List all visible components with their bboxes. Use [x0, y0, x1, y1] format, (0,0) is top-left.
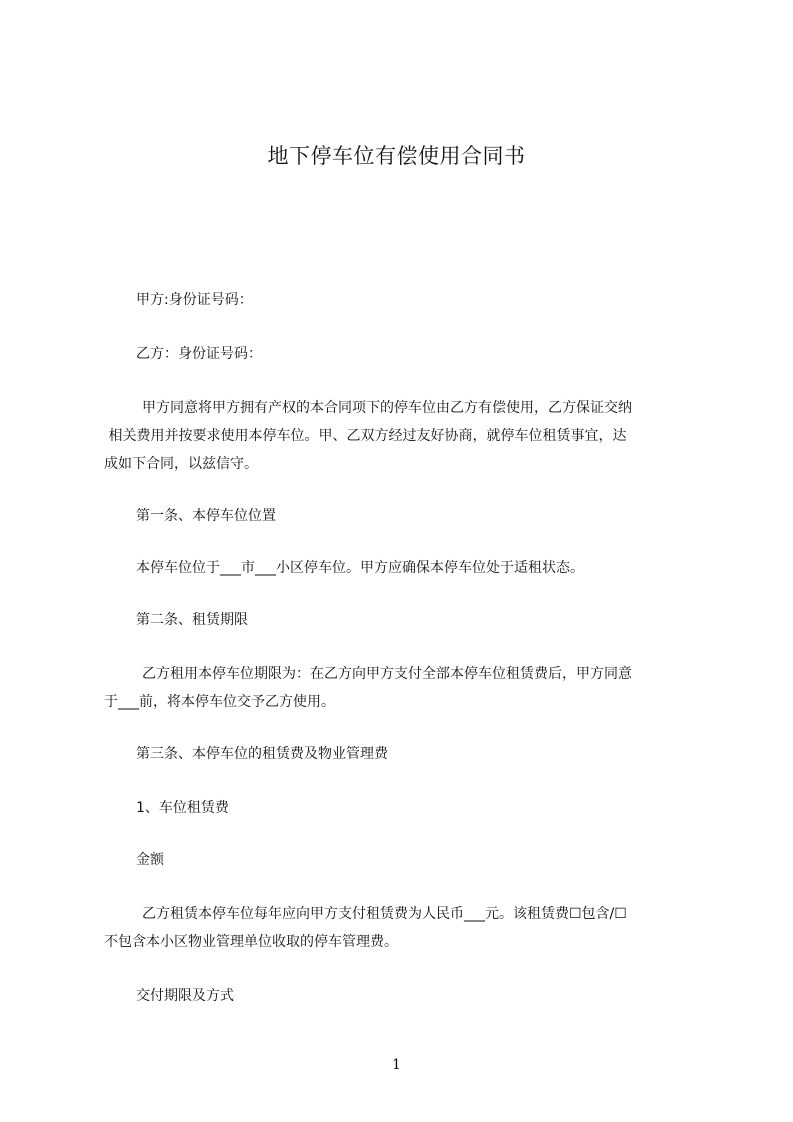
amount-heading: 金额 — [136, 852, 164, 868]
article-2-paragraph — [104, 660, 704, 716]
document-title: 地下停车位有偿使用合同书 — [267, 144, 526, 168]
party-a-line: 甲方:身份证号码： — [136, 292, 253, 308]
amount-line-2: 不包含本小区物业管理单位收取的停车管理费。 — [104, 934, 398, 950]
party-b-line: 乙方：身份证号码： — [136, 346, 262, 362]
article-1-text: 本停车位位于___市___小区停车位。甲方应确保本停车位处于适租状态。 — [136, 560, 584, 576]
article-2-line-1: 乙方租用本停车位期限为：在乙方向甲方支付全部本停车位租赁费后，甲方同意 — [142, 666, 632, 682]
article-2-line-2: 于___前，将本停车位交予乙方使用。 — [104, 694, 335, 710]
amount-line-1: 乙方租赁本停车位每年应向甲方支付租赁费为人民币___元。该租赁费☐包含/☐ — [142, 906, 627, 922]
intro-line-3: 成如下合同，以兹信守。 — [104, 456, 258, 472]
article-3-heading: 第三条、本停车位的租赁费及物业管理费 — [136, 746, 388, 762]
article-1-heading: 第一条、本停车位位置 — [136, 508, 276, 524]
item-1-heading: 1、车位租赁费 — [136, 800, 229, 816]
amount-paragraph — [104, 900, 704, 956]
intro-paragraph — [104, 394, 704, 478]
intro-line-1: 甲方同意将甲方拥有产权的本合同项下的停车位由乙方有偿使用，乙方保证交纳 — [142, 400, 632, 416]
article-2-heading: 第二条、租赁期限 — [136, 612, 248, 628]
payment-heading: 交付期限及方式 — [136, 988, 234, 1004]
intro-line-2: 相关费用并按要求使用本停车位。甲、乙双方经过友好协商，就停车位租赁事宜，达 — [104, 428, 627, 444]
page-number: 1 — [392, 1057, 401, 1073]
